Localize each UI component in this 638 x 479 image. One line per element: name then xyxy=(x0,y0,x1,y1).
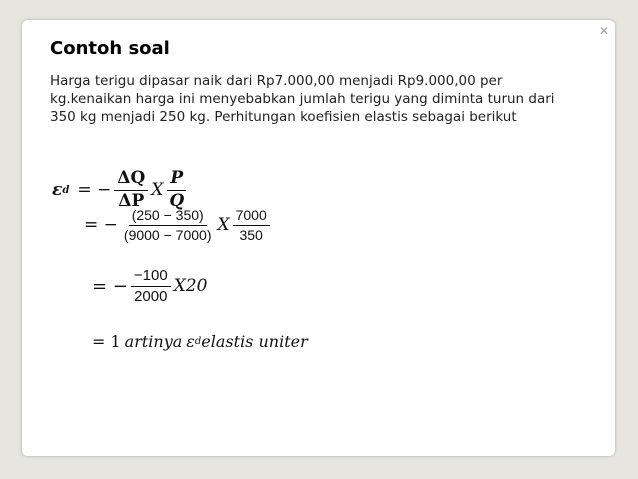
formula-line-4 xyxy=(92,332,308,351)
fraction-p-q xyxy=(166,170,187,211)
formula-line-2 xyxy=(84,208,273,242)
numerator: P xyxy=(167,170,186,191)
equals-minus: = − xyxy=(92,275,128,297)
epsilon-subscript: d xyxy=(194,336,202,347)
epsilon-symbol: ε xyxy=(52,180,63,201)
epsilon-subscript: d xyxy=(62,184,70,196)
denominator: ΔP xyxy=(118,190,145,211)
equals-one: = 1 xyxy=(92,332,121,351)
times-sign: X xyxy=(217,215,230,236)
denominator: Q xyxy=(169,190,185,211)
times-sign: X xyxy=(151,180,164,201)
formula-line-3 xyxy=(92,268,207,305)
numerator: −100 xyxy=(131,268,171,287)
fraction-change-ratio xyxy=(121,208,215,242)
conclusion-text: elastis uniter xyxy=(201,332,308,351)
denominator: 2000 xyxy=(134,287,168,305)
fraction-simplified xyxy=(131,268,171,305)
equals-minus: = − xyxy=(77,180,112,201)
problem-paragraph: Harga terigu dipasar naik dari Rp7.000,00 menjadi Rp9.000,00 per kg.kenaikan harga ini menyebabkan jumlah terigu yang diminta turun dari 350 kg menjadi 250 kg. Perhitungan koefisien elastis sebagai berikut xyxy=(50,73,555,125)
numerator: ΔQ xyxy=(114,170,148,191)
fraction-price-quantity xyxy=(233,208,270,242)
formula-line-1 xyxy=(52,170,190,211)
numerator: 7000 xyxy=(233,208,270,226)
epsilon-symbol: ε xyxy=(186,332,195,351)
denominator: 350 xyxy=(239,226,263,243)
numerator: (250 − 350) xyxy=(129,208,207,226)
equals-minus: = − xyxy=(84,215,118,236)
corner-ornament-icon: ✕ xyxy=(598,24,610,38)
slide-title: Contoh soal xyxy=(50,38,170,59)
conclusion-word: artinya xyxy=(124,332,183,351)
times-twenty: X20 xyxy=(173,276,208,297)
slide xyxy=(22,20,615,456)
fraction-dq-dp xyxy=(114,170,148,211)
denominator: (9000 − 7000) xyxy=(123,226,212,243)
